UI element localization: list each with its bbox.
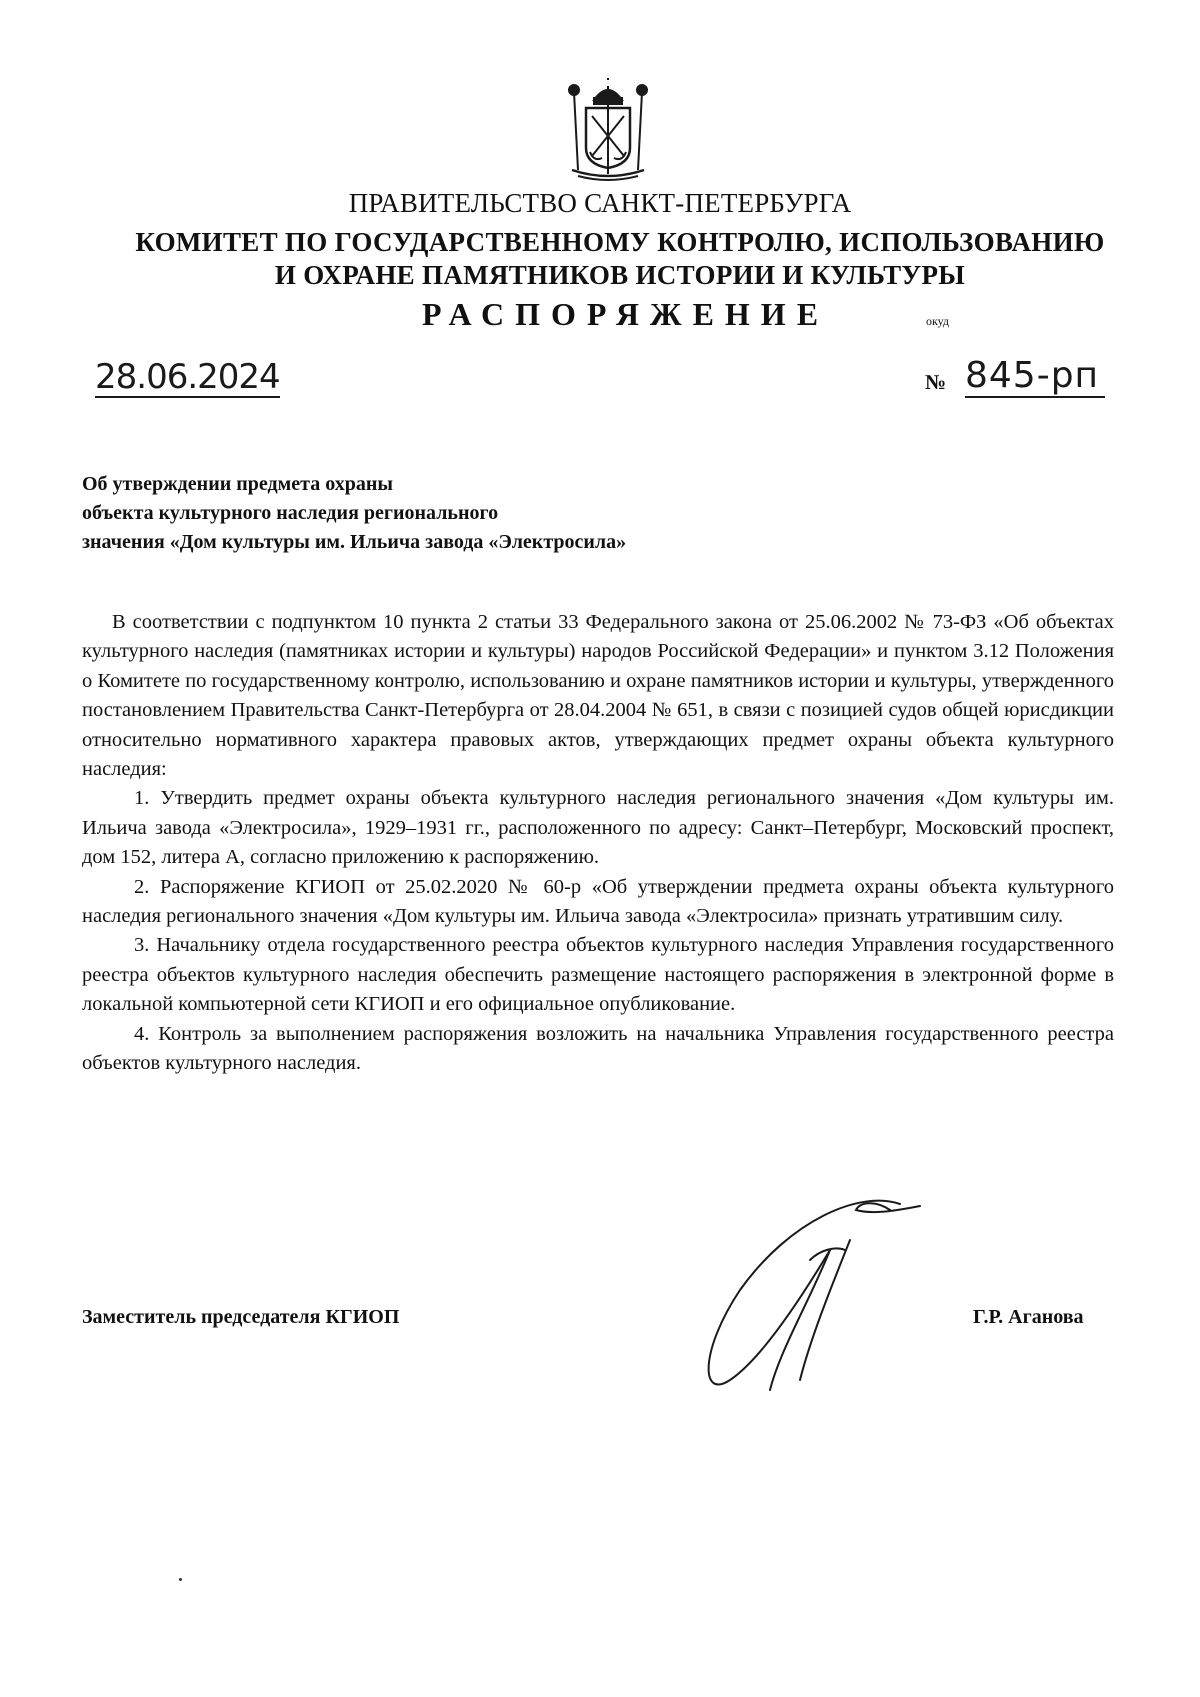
- subject-line: объекта культурного наследия регионального: [82, 502, 499, 524]
- committee-name-line2: И ОХРАНЕ ПАМЯТНИКОВ ИСТОРИИ И КУЛЬТУРЫ: [274, 260, 966, 290]
- signer-position: Заместитель председателя КГИОП: [82, 1306, 400, 1328]
- government-name: ПРАВИТЕЛЬСТВО САНКТ-ПЕТЕРБУРГА: [348, 188, 852, 218]
- document-number: [925, 356, 1105, 406]
- document-date: 28.06.2024: [95, 357, 280, 397]
- document-type: РАСПОРЯЖЕНИЕ: [422, 296, 830, 332]
- preamble-paragraph: В соответствии с подпунктом 10 пункта 2 статьи 33 Федерального закона от 25.06.2002 № 73-ФЗ «Об объектах культурного наследия (памятниках истории и культуры) народов Российской Федерации» и пунктом 3.12 Положения о Комитете по государственному контролю, использованию и охране памятников истории и культуры, утвержденного постановлением Правительства Санкт-Петербурга от 28.04.2004 № 651, в связи с позицией судов общей юрисдикции относительно нормативного характера правовых актов, утверждающих предмет охраны объекта культурного наследия:: [82, 611, 1114, 781]
- scan-speck: [179, 1578, 182, 1581]
- order-item-3: 3. Начальнику отдела государственного реестра объектов культурного наследия Управления государственного реестра объектов культурного наследия обеспечить размещение настоящего распоряжения в электронной форме в локальной компьютерной сети КГИОП и его официальное опубликование.: [82, 934, 1114, 1016]
- number-sign: №: [925, 370, 947, 394]
- number-value: 845-рп: [965, 356, 1105, 398]
- order-item-1: 1. Утвердить предмет охраны объекта культурного наследия регионального значения «Дом культуры им. Ильича завода «Электросила», 1929–1931 гг., расположенного по адресу: Санкт–Петербург, Московский проспект, дом 152, литера А, согласно приложению к распоряжению.: [82, 787, 1114, 869]
- document-body: [82, 608, 1114, 1079]
- coat-of-arms-icon: [564, 78, 652, 182]
- okud-label: окуд: [926, 314, 950, 328]
- order-item-2: 2. Распоряжение КГИОП от 25.02.2020 № 60-р «Об утверждении предмета охраны объекта культурного наследия регионального значения «Дом культуры им. Ильича завода «Электросила» признать утратившим силу.: [82, 875, 1114, 928]
- committee-name-line1: КОМИТЕТ ПО ГОСУДАРСТВЕННОМУ КОНТРОЛЮ, ИСПОЛЬЗОВАНИЮ: [135, 227, 1105, 257]
- subject-line: Об утверждении предмета охраны: [82, 473, 393, 495]
- subject-line: значения «Дом культуры им. Ильича завода «Электросила»: [82, 531, 627, 553]
- signer-name: Г.Р. Аганова: [973, 1306, 1084, 1328]
- handwritten-signature: [660, 1180, 940, 1410]
- document-subject: [82, 470, 626, 557]
- order-item-4: 4. Контроль за выполнением распоряжения возложить на начальника Управления государственного реестра объектов культурного наследия.: [82, 1022, 1114, 1075]
